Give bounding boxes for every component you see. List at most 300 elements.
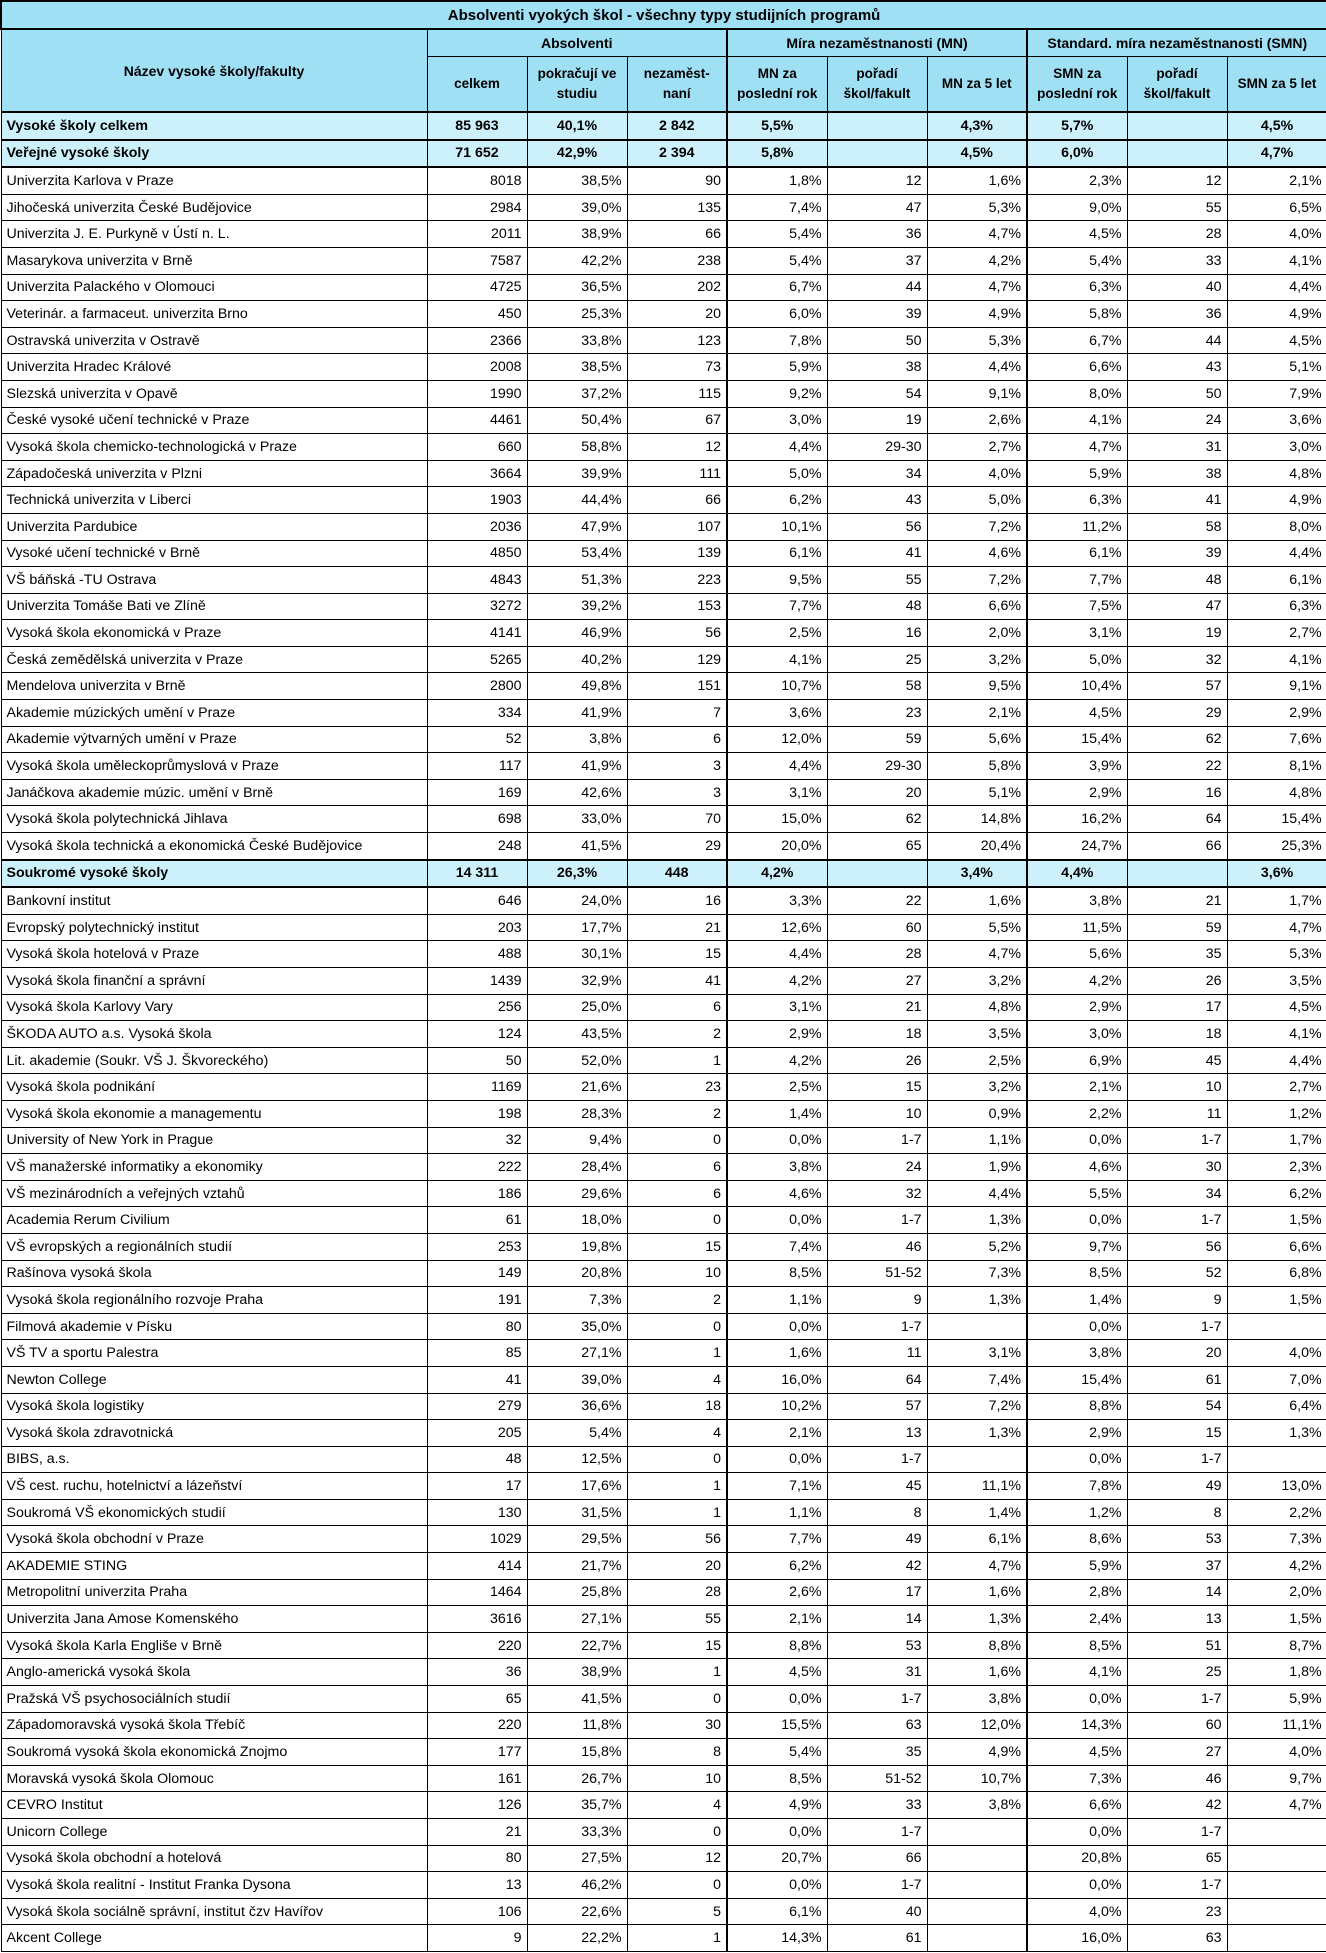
mn-poradi-cell: 21 xyxy=(827,994,927,1021)
nezamestnani-cell: 21 xyxy=(627,914,727,941)
table-row xyxy=(1,1074,1326,1101)
pokracuji-cell: 12,5% xyxy=(527,1446,627,1473)
mn-5-let-cell: 3,5% xyxy=(927,1021,1027,1048)
pokracuji-cell: 22,2% xyxy=(527,1925,627,1952)
smn-5-let-cell: 15,4% xyxy=(1227,806,1326,833)
mn-5-let-cell: 3,2% xyxy=(927,646,1027,673)
header-mn-posledni-rok: MN za poslední rok xyxy=(727,57,827,113)
smn-poradi-cell: 54 xyxy=(1127,1393,1227,1420)
nezamestnani-cell: 1 xyxy=(627,1659,727,1686)
smn-posledni-rok-cell: 6,6% xyxy=(1027,1792,1127,1819)
celkem-cell: 205 xyxy=(427,1420,527,1447)
school-name-cell: Rašínova vysoká škola xyxy=(1,1260,427,1287)
school-name-cell: CEVRO Institut xyxy=(1,1792,427,1819)
mn-poradi-cell xyxy=(827,860,927,888)
smn-poradi-cell: 51 xyxy=(1127,1632,1227,1659)
mn-poradi-cell: 40 xyxy=(827,1898,927,1925)
nezamestnani-cell: 111 xyxy=(627,460,727,487)
pokracuji-cell: 32,9% xyxy=(527,968,627,995)
school-name-cell: Vysoká škola polytechnická Jihlava xyxy=(1,806,427,833)
table-row xyxy=(1,620,1326,647)
mn-5-let-cell: 5,8% xyxy=(927,753,1027,780)
table-body xyxy=(1,112,1326,1951)
smn-posledni-rok-cell: 2,3% xyxy=(1027,167,1127,194)
table-row xyxy=(1,646,1326,673)
mn-5-let-cell xyxy=(927,1925,1027,1952)
mn-5-let-cell: 4,9% xyxy=(927,1739,1027,1766)
smn-posledni-rok-cell: 3,1% xyxy=(1027,620,1127,647)
smn-5-let-cell: 9,1% xyxy=(1227,673,1326,700)
mn-5-let-cell: 3,2% xyxy=(927,968,1027,995)
mn-5-let-cell: 1,3% xyxy=(927,1420,1027,1447)
mn-poradi-cell: 31 xyxy=(827,1659,927,1686)
table-row xyxy=(1,1287,1326,1314)
celkem-cell: 1903 xyxy=(427,487,527,514)
smn-5-let-cell xyxy=(1227,1446,1326,1473)
table-row xyxy=(1,673,1326,700)
school-name-cell: Vysoká škola hotelová v Praze xyxy=(1,941,427,968)
mn-posledni-rok-cell: 3,8% xyxy=(727,1154,827,1181)
celkem-cell: 3272 xyxy=(427,593,527,620)
smn-posledni-rok-cell: 7,3% xyxy=(1027,1765,1127,1792)
mn-poradi-cell: 16 xyxy=(827,620,927,647)
smn-poradi-cell: 18 xyxy=(1127,1021,1227,1048)
nezamestnani-cell: 0 xyxy=(627,1819,727,1846)
school-name-cell: AKADEMIE STING xyxy=(1,1553,427,1580)
mn-5-let-cell: 2,7% xyxy=(927,434,1027,461)
mn-poradi-cell: 32 xyxy=(827,1180,927,1207)
pokracuji-cell: 3,8% xyxy=(527,726,627,753)
pokracuji-cell: 17,7% xyxy=(527,914,627,941)
mn-poradi-cell: 56 xyxy=(827,513,927,540)
smn-5-let-cell: 7,9% xyxy=(1227,380,1326,407)
table-row xyxy=(1,1659,1326,1686)
celkem-cell: 7587 xyxy=(427,247,527,274)
nezamestnani-cell: 7 xyxy=(627,700,727,727)
mn-5-let-cell: 2,5% xyxy=(927,1047,1027,1074)
table-row xyxy=(1,1579,1326,1606)
celkem-cell: 2800 xyxy=(427,673,527,700)
celkem-cell: 2366 xyxy=(427,327,527,354)
smn-posledni-rok-cell: 10,4% xyxy=(1027,673,1127,700)
mn-5-let-cell: 5,3% xyxy=(927,327,1027,354)
nezamestnani-cell: 56 xyxy=(627,620,727,647)
mn-5-let-cell: 3,4% xyxy=(927,860,1027,888)
mn-posledni-rok-cell: 1,6% xyxy=(727,1340,827,1367)
mn-posledni-rok-cell: 6,2% xyxy=(727,1553,827,1580)
smn-poradi-cell: 47 xyxy=(1127,593,1227,620)
smn-poradi-cell: 30 xyxy=(1127,1154,1227,1181)
mn-posledni-rok-cell: 0,0% xyxy=(727,1686,827,1713)
table-row xyxy=(1,407,1326,434)
nezamestnani-cell: 29 xyxy=(627,833,727,860)
smn-posledni-rok-cell: 15,4% xyxy=(1027,726,1127,753)
pokracuji-cell: 24,0% xyxy=(527,887,627,914)
smn-posledni-rok-cell: 0,0% xyxy=(1027,1446,1127,1473)
mn-poradi-cell: 34 xyxy=(827,460,927,487)
mn-5-let-cell: 4,5% xyxy=(927,140,1027,168)
smn-posledni-rok-cell: 6,6% xyxy=(1027,354,1127,381)
mn-5-let-cell: 4,7% xyxy=(927,941,1027,968)
pokracuji-cell: 22,7% xyxy=(527,1632,627,1659)
smn-5-let-cell: 7,3% xyxy=(1227,1526,1326,1553)
mn-5-let-cell: 7,2% xyxy=(927,513,1027,540)
school-name-cell: Vysoká škola zdravotnická xyxy=(1,1420,427,1447)
pokracuji-cell: 39,9% xyxy=(527,460,627,487)
smn-poradi-cell: 31 xyxy=(1127,434,1227,461)
table-row xyxy=(1,1739,1326,1766)
mn-posledni-rok-cell: 3,0% xyxy=(727,407,827,434)
pokracuji-cell: 49,8% xyxy=(527,673,627,700)
header-smn-poradi: pořadí škol/fakult xyxy=(1127,57,1227,113)
smn-5-let-cell: 1,8% xyxy=(1227,1659,1326,1686)
mn-posledni-rok-cell: 6,2% xyxy=(727,487,827,514)
table-row xyxy=(1,806,1326,833)
smn-poradi-cell: 57 xyxy=(1127,673,1227,700)
school-name-cell: Lit. akademie (Soukr. VŠ J. Škvoreckého) xyxy=(1,1047,427,1074)
table-row xyxy=(1,833,1326,860)
mn-posledni-rok-cell: 3,3% xyxy=(727,887,827,914)
mn-posledni-rok-cell: 3,1% xyxy=(727,779,827,806)
nezamestnani-cell: 6 xyxy=(627,726,727,753)
mn-poradi-cell: 1-7 xyxy=(827,1686,927,1713)
smn-posledni-rok-cell: 4,1% xyxy=(1027,407,1127,434)
mn-poradi-cell: 49 xyxy=(827,1526,927,1553)
mn-poradi-cell: 28 xyxy=(827,941,927,968)
smn-5-let-cell: 6,8% xyxy=(1227,1260,1326,1287)
mn-posledni-rok-cell: 8,8% xyxy=(727,1632,827,1659)
mn-5-let-cell xyxy=(927,1872,1027,1899)
pokracuji-cell: 29,6% xyxy=(527,1180,627,1207)
celkem-cell: 334 xyxy=(427,700,527,727)
pokracuji-cell: 29,5% xyxy=(527,1526,627,1553)
smn-poradi-cell: 66 xyxy=(1127,833,1227,860)
celkem-cell: 9 xyxy=(427,1925,527,1952)
mn-posledni-rok-cell: 2,1% xyxy=(727,1420,827,1447)
pokracuji-cell: 27,1% xyxy=(527,1606,627,1633)
smn-poradi-cell: 40 xyxy=(1127,274,1227,301)
smn-5-let-cell: 4,5% xyxy=(1227,994,1326,1021)
pokracuji-cell: 51,3% xyxy=(527,567,627,594)
celkem-cell: 17 xyxy=(427,1473,527,1500)
table-row xyxy=(1,167,1326,194)
smn-posledni-rok-cell: 2,2% xyxy=(1027,1100,1127,1127)
smn-5-let-cell: 9,7% xyxy=(1227,1765,1326,1792)
school-name-cell: ŠKODA AUTO a.s. Vysoká škola xyxy=(1,1021,427,1048)
nezamestnani-cell: 16 xyxy=(627,887,727,914)
celkem-cell: 2008 xyxy=(427,354,527,381)
smn-posledni-rok-cell: 0,0% xyxy=(1027,1872,1127,1899)
mn-posledni-rok-cell: 9,5% xyxy=(727,567,827,594)
celkem-cell: 80 xyxy=(427,1845,527,1872)
table-row xyxy=(1,221,1326,248)
smn-poradi-cell: 20 xyxy=(1127,1340,1227,1367)
smn-poradi-cell: 1-7 xyxy=(1127,1446,1227,1473)
nezamestnani-cell: 6 xyxy=(627,1180,727,1207)
smn-posledni-rok-cell: 5,0% xyxy=(1027,646,1127,673)
smn-5-let-cell: 1,3% xyxy=(1227,1420,1326,1447)
mn-5-let-cell: 4,8% xyxy=(927,994,1027,1021)
pokracuji-cell: 19,8% xyxy=(527,1233,627,1260)
school-name-cell: Pražská VŠ psychosociálních studií xyxy=(1,1686,427,1713)
nezamestnani-cell: 123 xyxy=(627,327,727,354)
nezamestnani-cell: 12 xyxy=(627,1845,727,1872)
header-celkem: celkem xyxy=(427,57,527,113)
nezamestnani-cell: 10 xyxy=(627,1765,727,1792)
mn-5-let-cell: 1,3% xyxy=(927,1207,1027,1234)
nezamestnani-cell: 1 xyxy=(627,1925,727,1952)
mn-poradi-cell: 25 xyxy=(827,646,927,673)
celkem-cell: 48 xyxy=(427,1446,527,1473)
table-row xyxy=(1,487,1326,514)
mn-5-let-cell xyxy=(927,1313,1027,1340)
smn-5-let-cell xyxy=(1227,1925,1326,1952)
school-name-cell: Newton College xyxy=(1,1366,427,1393)
smn-posledni-rok-cell: 2,9% xyxy=(1027,779,1127,806)
mn-poradi-cell: 65 xyxy=(827,833,927,860)
pokracuji-cell: 36,6% xyxy=(527,1393,627,1420)
school-name-cell: Soukromé vysoké školy xyxy=(1,860,427,888)
smn-poradi-cell: 17 xyxy=(1127,994,1227,1021)
smn-5-let-cell: 4,7% xyxy=(1227,140,1326,168)
celkem-cell: 71 652 xyxy=(427,140,527,168)
celkem-cell: 1439 xyxy=(427,968,527,995)
table-row xyxy=(1,1765,1326,1792)
table-row xyxy=(1,1260,1326,1287)
table-row xyxy=(1,1366,1326,1393)
smn-posledni-rok-cell: 2,8% xyxy=(1027,1579,1127,1606)
smn-posledni-rok-cell: 8,8% xyxy=(1027,1393,1127,1420)
school-name-cell: Metropolitní univerzita Praha xyxy=(1,1579,427,1606)
pokracuji-cell: 50,4% xyxy=(527,407,627,434)
table-header xyxy=(1,1,1326,112)
school-name-cell: Vysoké školy celkem xyxy=(1,112,427,140)
mn-posledni-rok-cell: 0,0% xyxy=(727,1819,827,1846)
pokracuji-cell: 18,0% xyxy=(527,1207,627,1234)
celkem-cell: 8018 xyxy=(427,167,527,194)
smn-poradi-cell: 1-7 xyxy=(1127,1686,1227,1713)
smn-poradi-cell: 65 xyxy=(1127,1845,1227,1872)
pokracuji-cell: 41,9% xyxy=(527,753,627,780)
smn-poradi-cell: 19 xyxy=(1127,620,1227,647)
mn-posledni-rok-cell: 5,9% xyxy=(727,354,827,381)
smn-posledni-rok-cell: 4,5% xyxy=(1027,700,1127,727)
mn-5-let-cell: 5,6% xyxy=(927,726,1027,753)
table-row xyxy=(1,1446,1326,1473)
mn-5-let-cell: 11,1% xyxy=(927,1473,1027,1500)
table-row xyxy=(1,968,1326,995)
mn-posledni-rok-cell: 5,4% xyxy=(727,247,827,274)
mn-5-let-cell: 6,6% xyxy=(927,593,1027,620)
smn-poradi-cell xyxy=(1127,140,1227,168)
pokracuji-cell: 35,7% xyxy=(527,1792,627,1819)
mn-poradi-cell: 54 xyxy=(827,380,927,407)
mn-5-let-cell: 20,4% xyxy=(927,833,1027,860)
mn-5-let-cell: 7,3% xyxy=(927,1260,1027,1287)
mn-5-let-cell: 1,3% xyxy=(927,1606,1027,1633)
smn-5-let-cell: 5,3% xyxy=(1227,941,1326,968)
mn-posledni-rok-cell: 3,6% xyxy=(727,700,827,727)
celkem-cell: 126 xyxy=(427,1792,527,1819)
smn-5-let-cell: 3,6% xyxy=(1227,860,1326,888)
pokracuji-cell: 33,0% xyxy=(527,806,627,833)
celkem-cell: 80 xyxy=(427,1313,527,1340)
pokracuji-cell: 9,4% xyxy=(527,1127,627,1154)
smn-5-let-cell: 4,1% xyxy=(1227,1021,1326,1048)
school-name-cell: Vysoká škola realitní - Institut Franka Dysona xyxy=(1,1872,427,1899)
mn-posledni-rok-cell: 4,4% xyxy=(727,941,827,968)
smn-poradi-cell: 63 xyxy=(1127,1925,1227,1952)
school-name-cell: Filmová akademie v Písku xyxy=(1,1313,427,1340)
smn-5-let-cell: 3,0% xyxy=(1227,434,1326,461)
smn-poradi-cell: 27 xyxy=(1127,1739,1227,1766)
smn-5-let-cell: 7,0% xyxy=(1227,1366,1326,1393)
mn-posledni-rok-cell: 7,4% xyxy=(727,1233,827,1260)
smn-poradi-cell: 50 xyxy=(1127,380,1227,407)
pokracuji-cell: 46,9% xyxy=(527,620,627,647)
nezamestnani-cell: 20 xyxy=(627,1553,727,1580)
mn-posledni-rok-cell: 4,2% xyxy=(727,968,827,995)
mn-5-let-cell: 1,4% xyxy=(927,1499,1027,1526)
smn-posledni-rok-cell: 4,1% xyxy=(1027,1659,1127,1686)
school-name-cell: University of New York in Prague xyxy=(1,1127,427,1154)
smn-poradi-cell xyxy=(1127,112,1227,140)
smn-5-let-cell: 4,0% xyxy=(1227,221,1326,248)
pokracuji-cell: 38,9% xyxy=(527,221,627,248)
smn-5-let-cell: 4,7% xyxy=(1227,914,1326,941)
table-row xyxy=(1,1207,1326,1234)
school-name-cell: Soukromá VŠ ekonomických studií xyxy=(1,1499,427,1526)
school-name-cell: Univerzita Tomáše Bati ve Zlíně xyxy=(1,593,427,620)
mn-5-let-cell: 1,6% xyxy=(927,167,1027,194)
nezamestnani-cell: 2 xyxy=(627,1021,727,1048)
nezamestnani-cell: 41 xyxy=(627,968,727,995)
smn-5-let-cell: 4,5% xyxy=(1227,327,1326,354)
smn-posledni-rok-cell: 4,2% xyxy=(1027,968,1127,995)
pokracuji-cell: 25,8% xyxy=(527,1579,627,1606)
mn-5-let-cell: 9,5% xyxy=(927,673,1027,700)
smn-poradi-cell: 62 xyxy=(1127,726,1227,753)
school-name-cell: Akcent College xyxy=(1,1925,427,1952)
nezamestnani-cell: 66 xyxy=(627,221,727,248)
pokracuji-cell: 53,4% xyxy=(527,540,627,567)
mn-posledni-rok-cell: 4,4% xyxy=(727,753,827,780)
table-row xyxy=(1,1499,1326,1526)
school-name-cell: Veřejné vysoké školy xyxy=(1,140,427,168)
pokracuji-cell: 39,0% xyxy=(527,194,627,221)
mn-poradi-cell: 18 xyxy=(827,1021,927,1048)
mn-poradi-cell: 26 xyxy=(827,1047,927,1074)
school-name-cell: Vysoká škola podnikání xyxy=(1,1074,427,1101)
smn-posledni-rok-cell: 5,9% xyxy=(1027,1553,1127,1580)
mn-poradi-cell: 29-30 xyxy=(827,753,927,780)
school-name-cell: Soukromá vysoká škola ekonomická Znojmo xyxy=(1,1739,427,1766)
mn-poradi-cell: 23 xyxy=(827,700,927,727)
pokracuji-cell: 26,7% xyxy=(527,1765,627,1792)
nezamestnani-cell: 66 xyxy=(627,487,727,514)
mn-posledni-rok-cell: 6,1% xyxy=(727,540,827,567)
smn-posledni-rok-cell: 4,0% xyxy=(1027,1898,1127,1925)
smn-5-let-cell: 4,2% xyxy=(1227,1553,1326,1580)
smn-posledni-rok-cell: 7,8% xyxy=(1027,1473,1127,1500)
school-name-cell: BIBS, a.s. xyxy=(1,1446,427,1473)
table-row xyxy=(1,941,1326,968)
smn-poradi-cell: 25 xyxy=(1127,1659,1227,1686)
table-row xyxy=(1,726,1326,753)
table-row xyxy=(1,327,1326,354)
mn-poradi-cell: 33 xyxy=(827,1792,927,1819)
mn-5-let-cell: 3,2% xyxy=(927,1074,1027,1101)
celkem-cell: 3616 xyxy=(427,1606,527,1633)
pokracuji-cell: 27,1% xyxy=(527,1340,627,1367)
smn-5-let-cell: 4,0% xyxy=(1227,1739,1326,1766)
table-row xyxy=(1,1845,1326,1872)
table-row xyxy=(1,354,1326,381)
table-row xyxy=(1,1632,1326,1659)
mn-poradi-cell: 47 xyxy=(827,194,927,221)
celkem-cell: 36 xyxy=(427,1659,527,1686)
mn-poradi-cell: 10 xyxy=(827,1100,927,1127)
smn-poradi-cell: 46 xyxy=(1127,1765,1227,1792)
mn-5-let-cell: 4,9% xyxy=(927,301,1027,328)
smn-posledni-rok-cell: 0,0% xyxy=(1027,1819,1127,1846)
table-row xyxy=(1,247,1326,274)
celkem-cell: 85 963 xyxy=(427,112,527,140)
smn-5-let-cell: 13,0% xyxy=(1227,1473,1326,1500)
nezamestnani-cell: 20 xyxy=(627,301,727,328)
table-row xyxy=(1,887,1326,914)
mn-5-let-cell: 7,2% xyxy=(927,1393,1027,1420)
celkem-cell: 1169 xyxy=(427,1074,527,1101)
smn-posledni-rok-cell: 14,3% xyxy=(1027,1712,1127,1739)
table-row xyxy=(1,700,1326,727)
smn-poradi-cell: 24 xyxy=(1127,407,1227,434)
nezamestnani-cell: 55 xyxy=(627,1606,727,1633)
school-name-cell: Univerzita Pardubice xyxy=(1,513,427,540)
mn-5-let-cell: 12,0% xyxy=(927,1712,1027,1739)
header-group-absolventi: Absolventi xyxy=(427,29,727,57)
celkem-cell: 52 xyxy=(427,726,527,753)
smn-posledni-rok-cell: 20,8% xyxy=(1027,1845,1127,1872)
smn-5-let-cell: 1,5% xyxy=(1227,1207,1326,1234)
mn-posledni-rok-cell: 9,2% xyxy=(727,380,827,407)
smn-5-let-cell: 2,3% xyxy=(1227,1154,1326,1181)
table-row xyxy=(1,1792,1326,1819)
smn-poradi-cell: 41 xyxy=(1127,487,1227,514)
pokracuji-cell: 35,0% xyxy=(527,1313,627,1340)
mn-5-let-cell: 4,0% xyxy=(927,460,1027,487)
mn-5-let-cell: 10,7% xyxy=(927,1765,1027,1792)
summary-row xyxy=(1,140,1326,168)
nezamestnani-cell: 0 xyxy=(627,1872,727,1899)
celkem-cell: 124 xyxy=(427,1021,527,1048)
smn-posledni-rok-cell: 11,5% xyxy=(1027,914,1127,941)
table-row xyxy=(1,1393,1326,1420)
pokracuji-cell: 15,8% xyxy=(527,1739,627,1766)
celkem-cell: 4141 xyxy=(427,620,527,647)
table-row xyxy=(1,1100,1326,1127)
school-name-cell: VŠ cest. ruchu, hotelnictví a lázeňství xyxy=(1,1473,427,1500)
celkem-cell: 1029 xyxy=(427,1526,527,1553)
celkem-cell: 41 xyxy=(427,1366,527,1393)
table-row xyxy=(1,914,1326,941)
mn-5-let-cell xyxy=(927,1819,1027,1846)
smn-5-let-cell xyxy=(1227,1872,1326,1899)
mn-5-let-cell: 1,3% xyxy=(927,1287,1027,1314)
mn-5-let-cell: 1,6% xyxy=(927,1659,1027,1686)
mn-posledni-rok-cell: 5,8% xyxy=(727,140,827,168)
smn-poradi-cell: 1-7 xyxy=(1127,1313,1227,1340)
